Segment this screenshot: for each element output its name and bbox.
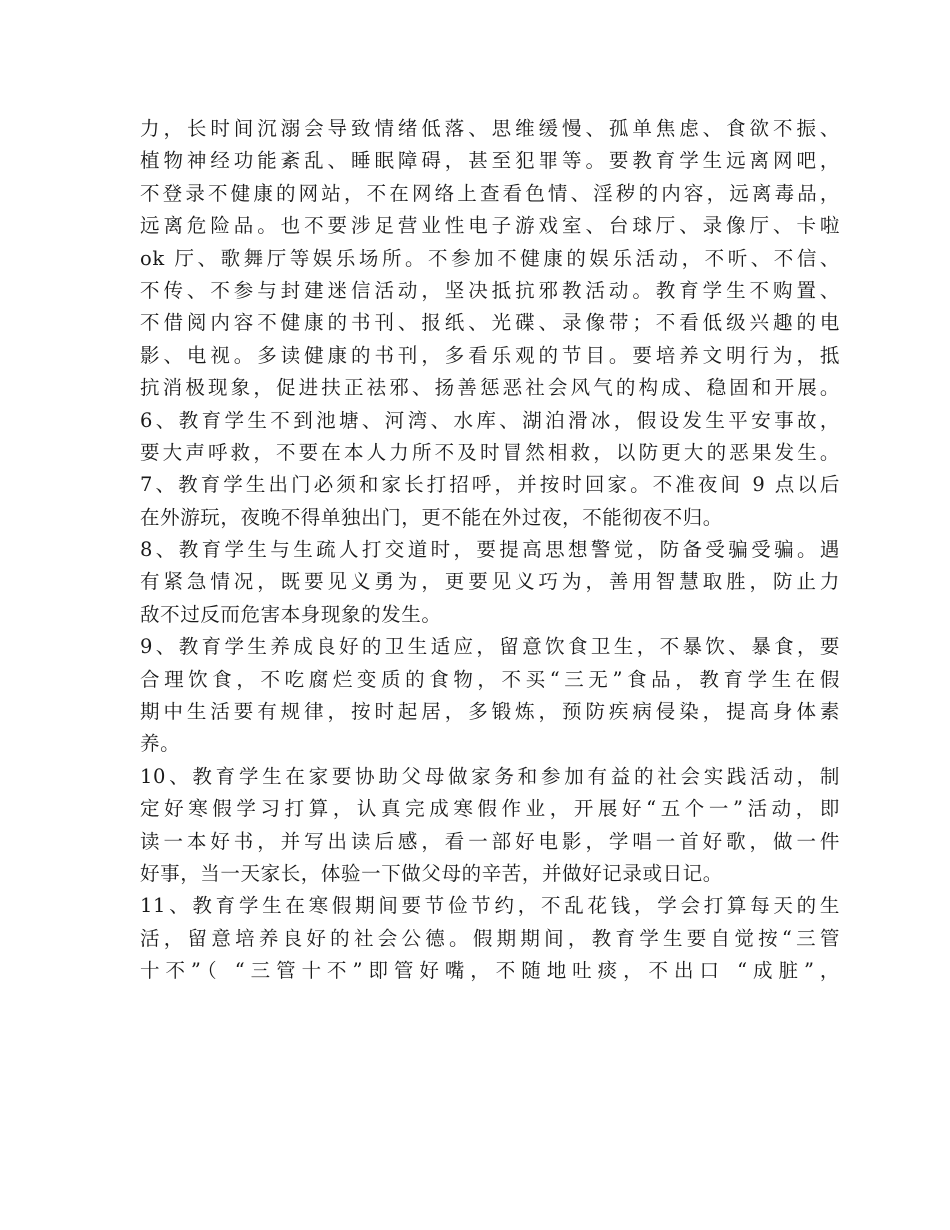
text-line: 影、电视。多读健康的书刊，多看乐观的节目。要培养文明行为，抵 bbox=[140, 343, 840, 367]
text-line: 不登录不健康的网站，不在网络上查看色情、淫秽的内容，远离毒品， bbox=[140, 181, 840, 205]
body-text bbox=[140, 113, 840, 988]
text-line: 敌不过反而危害本身现象的发生。 bbox=[140, 602, 442, 626]
text-line: 期中生活要有规律，按时起居，多锻炼，预防疾病侵染，提高身体素 bbox=[140, 700, 840, 724]
text-line: 不借阅内容不健康的书刊、报纸、光碟、录像带；不看低级兴趣的电 bbox=[140, 311, 840, 335]
text-line: 远离危险品。也不要涉足营业性电子游戏室、台球厅、录像厅、卡啦 bbox=[140, 214, 840, 238]
text-line: 定好寒假学习打算，认真完成寒假作业，开展好“五个一”活动，即 bbox=[140, 797, 840, 821]
text-line: 9、教育学生养成良好的卫生适应，留意饮食卫生，不暴饮、暴食，要 bbox=[140, 635, 840, 659]
text-line: 11、教育学生在寒假期间要节俭节约，不乱花钱，学会打算每天的生 bbox=[140, 894, 840, 918]
text-line: ok 厅、歌舞厅等娱乐场所。不参加不健康的娱乐活动，不听、不信、 bbox=[140, 246, 840, 270]
text-line: 合理饮食，不吃腐烂变质的食物，不买“三无”食品，教育学生在假 bbox=[140, 667, 840, 691]
text-line: 10、教育学生在家要协助父母做家务和参加有益的社会实践活动，制 bbox=[140, 764, 840, 788]
text-line: 十不”（ “三管十不”即管好嘴，不随地吐痰，不出口 “成脏”， bbox=[140, 959, 840, 983]
text-line: 在外游玩，夜晚不得单独出门，更不能在外过夜，不能彻夜不归。 bbox=[140, 505, 723, 529]
text-line: 不传、不参与封建迷信活动，坚决抵抗邪教活动。教育学生不购置、 bbox=[140, 278, 840, 302]
text-line: 活，留意培养良好的社会公德。假期期间，教育学生要自觉按“三管 bbox=[140, 926, 840, 950]
text-line: 抗消极现象，促进扶正祛邪、扬善惩恶社会风气的构成、稳固和开展。 bbox=[140, 376, 840, 400]
text-line: 力，长时间沉溺会导致情绪低落、思维缓慢、孤单焦虑、食欲不振、 bbox=[140, 117, 840, 140]
text-line: 有紧急情况，既要见义勇为，更要见义巧为，善用智慧取胜，防止力 bbox=[140, 570, 840, 594]
text-line: 植物神经功能紊乱、睡眠障碍，甚至犯罪等。要教育学生远离网吧， bbox=[140, 149, 840, 173]
text-line: 8、教育学生与生疏人打交道时，要提高思想警觉，防备受骗受骗。遇 bbox=[140, 538, 840, 562]
text-line: 养。 bbox=[140, 732, 181, 756]
text-line: 好事，当一天家长，体验一下做父母的辛苦，并做好记录或日记。 bbox=[140, 861, 723, 885]
text-line: 读一本好书，并写出读后感，看一部好电影，学唱一首好歌，做一件 bbox=[140, 829, 840, 853]
text-line: 7、教育学生出门必须和家长打招呼，并按时回家。不准夜间 9 点以后 bbox=[140, 473, 840, 497]
text-line: 要大声呼救，不要在本人力所不及时冒然相救，以防更大的恶果发生。 bbox=[140, 440, 840, 464]
text-line: 6、教育学生不到池塘、河湾、水库、湖泊滑冰，假设发生平安事故， bbox=[140, 408, 840, 432]
